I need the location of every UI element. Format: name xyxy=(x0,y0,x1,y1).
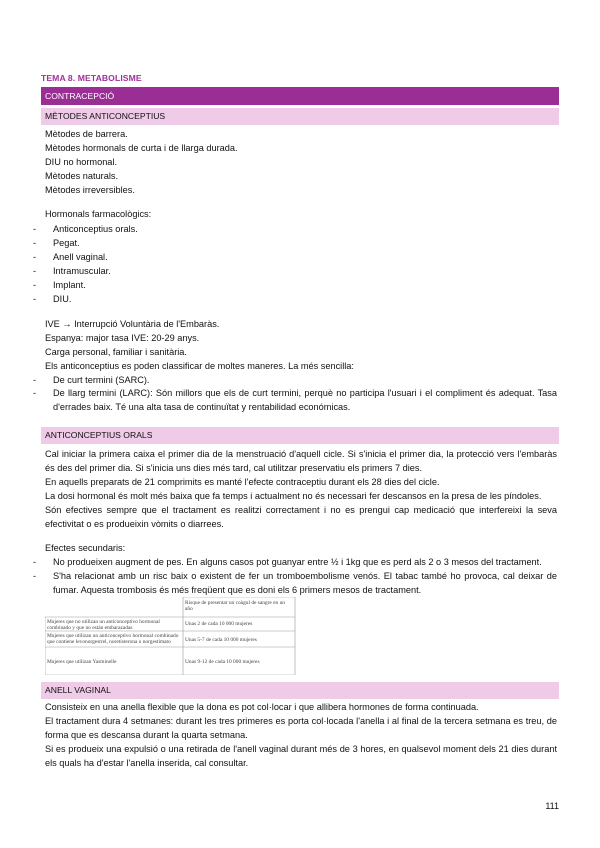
classif-item: - De llarg termini (LARC): Són millors que els de curt termini, perquè no participa l'usuari i el compliment és adequat. Tasa d'errades baix. Té una alta tasa de continuïtat y rentabilidad económicas. xyxy=(33,388,557,412)
topic-title: TEMA 8. METABOLISME xyxy=(41,73,142,83)
page-number: 111 xyxy=(545,801,559,811)
efectes-title: Efectes secundaris: xyxy=(45,543,126,553)
subsection-header-orals: ANTICONCEPTIUS ORALS xyxy=(41,427,559,444)
risk-table-cell: Mujeres que utilizan Yasminelle xyxy=(47,659,117,665)
risk-table-header: Risque de presentar un coàgul de sangre en un año xyxy=(185,600,285,612)
hormonal-item: - Intramuscular. xyxy=(33,266,111,276)
subsection-header-anell: ANELL VAGINAL xyxy=(41,682,559,699)
orals-paragraph: La dosi hormonal és molt més baixa que fa temps i actualment no és necessari fer descansos en la presa de les píndoles. xyxy=(45,491,542,501)
risk-table-cell: Mujeres que no utilizan un anticonceptivo hormonal combinado y que no están embarazadas xyxy=(47,619,160,631)
anell-paragraph: Consisteix en una anella flexible que la dona es pot col·locar i que allibera hormones de forma continuada. xyxy=(45,702,479,712)
hormonal-item: - DIU. xyxy=(33,294,72,304)
orals-paragraph: Són efectives sempre que el tractament es realitzi correctament i no es prengui cap medicació que interfereixi la seva efectivitat o es produeixin vòmits o diarrees. xyxy=(45,505,557,529)
efecte-item: - No produeixen augment de pes. En alguns casos pot guanyar entre ½ i 1kg que es perd als 2 o 3 mesos del tractament. xyxy=(33,557,542,567)
hormonal-item: - Implant. xyxy=(33,280,86,290)
section-header-contracepcio: CONTRACEPCIÓ xyxy=(41,87,559,105)
metode-item: Mètodes irreversibles. xyxy=(45,185,135,195)
orals-paragraph: En aquells preparats de 21 comprimits es manté l'efecte contraceptiu durant els 28 dies del cicle. xyxy=(45,477,440,487)
ive-line: IVE → Interrupció Voluntària de l'Embaràs. xyxy=(45,319,220,329)
metode-item: Mètodes de barrera. xyxy=(45,129,128,139)
efecte-item: - S'ha relacionat amb un risc baix o existent de fer un tromboembolisme venós. El tabac també ho provoca, cal deixar de fumar. Aquesta trombosis és més freqüent que es doni els 6 primers mesos de tractament. xyxy=(33,571,557,595)
metode-item: DIU no hormonal. xyxy=(45,157,118,167)
anell-paragraph: Si es produeix una expulsió o una retirada de l'anell vaginal durant més de 3 hores, en qualsevol moment dels 21 dies durant els quals ha d'estar l'anella inserida, cal consultar. xyxy=(45,744,557,768)
hormonal-item: - Pegat. xyxy=(33,238,80,248)
risk-table xyxy=(45,597,435,675)
ive-line: Els anticonceptius es poden classificar de moltes maneres. La més sencilla: xyxy=(45,361,354,371)
risk-table-cell: Unas 9-12 de cada 10 000 mujeres xyxy=(185,659,260,665)
ive-line: Espanya: major tasa IVE: 20-29 anys. xyxy=(45,333,200,343)
metode-item: Mètodes naturals. xyxy=(45,171,119,181)
hormonals-title: Hormonals farmacològics: xyxy=(45,209,152,219)
risk-table-cell: Unas 2 de cada 10 000 mujeres xyxy=(185,621,253,627)
subsection-header-metodes: MÈTODES ANTICONCEPTIUS xyxy=(41,108,559,125)
risk-table-cell: Unas 5-7 de cada 10 000 mujeres xyxy=(185,637,257,643)
ive-line: Carga personal, familiar i sanitària. xyxy=(45,347,187,357)
anell-paragraph: El tractament dura 4 setmanes: durant les tres primeres es porta col·locada l'anella i al final de la tercera setmana es treu, de forma que es descansa durant la quarta setmana. xyxy=(45,716,557,740)
hormonal-item: - Anticonceptius orals. xyxy=(33,224,138,234)
risk-table-cell: Mujeres que utilizan un anticonceptivo hormonal combinado que contiene levonorgestrel, noretisterona o norgestimato xyxy=(47,633,179,645)
orals-paragraph: Cal iniciar la primera caixa el primer dia de la menstruació d'aquell cicle. Si s'inicia el primer dia, la protecció vers l'embaràs és des del primer dia. Si s'inicia uns dies més tard, cal utilitzar preservatiu els primers 7 dies. xyxy=(45,449,557,473)
hormonal-item: - Anell vaginal. xyxy=(33,252,108,262)
metode-item: Mètodes hormonals de curta i de llarga durada. xyxy=(45,143,238,153)
classif-item: - De curt termini (SARC). xyxy=(33,375,150,385)
